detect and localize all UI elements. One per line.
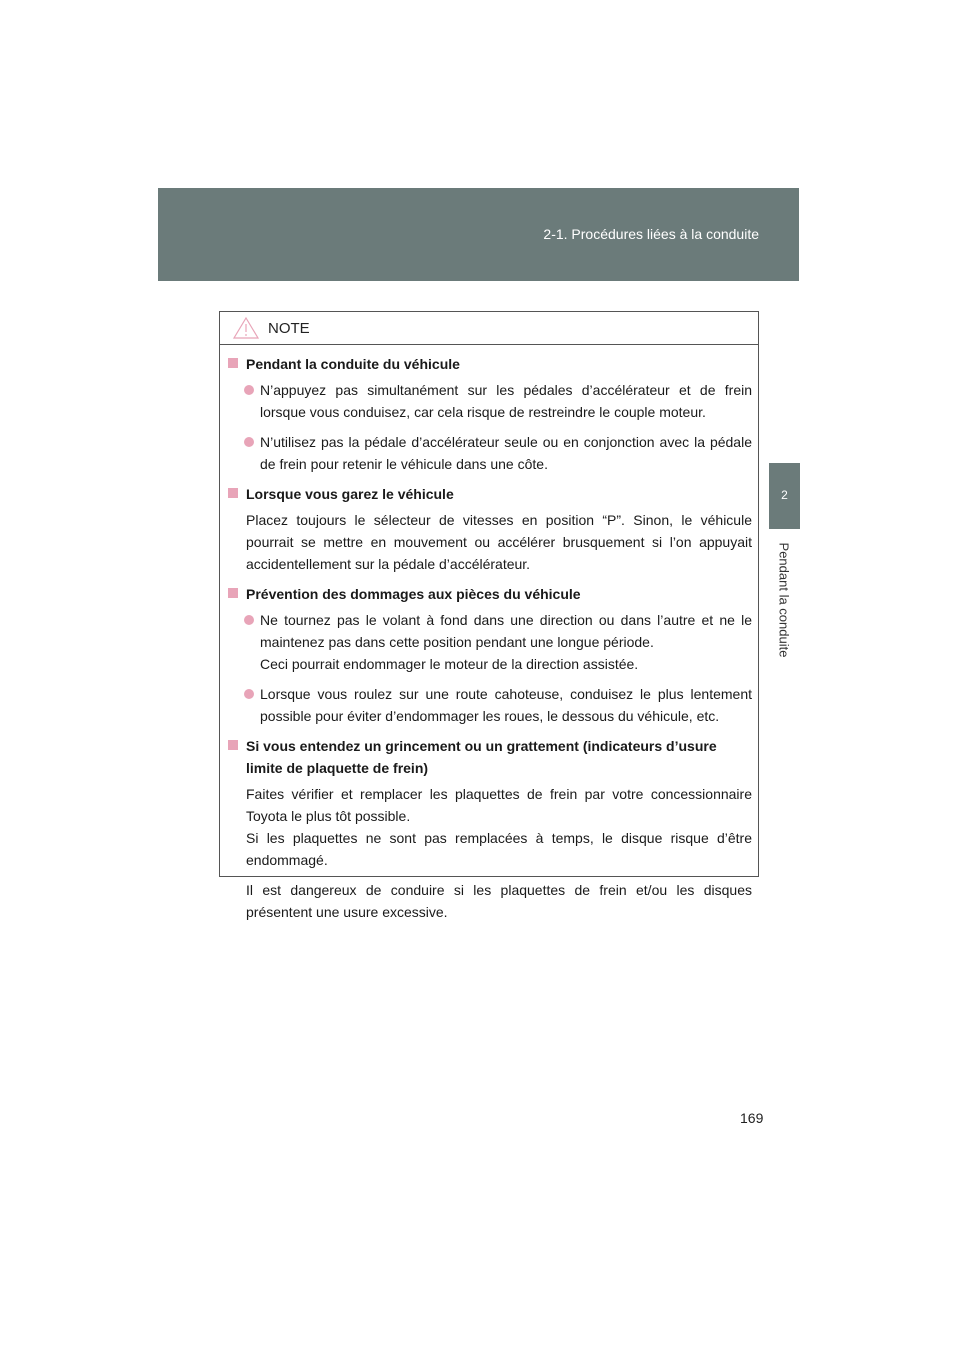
header-band xyxy=(158,188,799,281)
section-heading: Si vous entendez un grincement ou un grattement (indicateurs d’usure limite de plaquette de frein) xyxy=(228,735,752,779)
square-bullet-icon xyxy=(228,740,238,750)
list-item: N’utilisez pas la pédale d’accélérateur seule ou en conjonction avec la pédale de frein pour retenir le véhicule dans une côte. xyxy=(228,431,752,475)
section-title: 2-1. Procédures liées à la conduite xyxy=(543,226,759,242)
section-heading: Prévention des dommages aux pièces du véhicule xyxy=(228,583,752,605)
page-number: 169 xyxy=(740,1110,764,1126)
dot-bullet-icon xyxy=(244,385,254,395)
paragraph: Il est dangereux de conduire si les plaquettes de frein et/ou les disques présentent une usure excessive. xyxy=(246,882,752,920)
square-bullet-icon xyxy=(228,488,238,498)
note-header xyxy=(220,312,758,345)
paragraph: Placez toujours le sélecteur de vitesses en position “P”. Sinon, le véhicule pourrait se mettre en mouvement ou accélérer brusquement si l’on appuyait accidentellement sur la pédale d’accélérateur. xyxy=(246,512,752,572)
note-body xyxy=(220,345,758,923)
list-item: Lorsque vous roulez sur une route cahoteuse, conduisez le plus lentement possible pour éviter d’endommager les roues, le dessous du véhicule, etc. xyxy=(228,683,752,727)
section-heading: Pendant la conduite du véhicule xyxy=(228,353,752,375)
square-bullet-icon xyxy=(228,588,238,598)
section-heading: Lorsque vous garez le véhicule xyxy=(228,483,752,505)
note-box xyxy=(219,311,759,920)
chapter-label: Pendant la conduite xyxy=(776,542,792,658)
dot-bullet-icon xyxy=(244,689,254,699)
dot-bullet-icon xyxy=(244,615,254,625)
list-item: Ne tournez pas le volant à fond dans une direction ou dans l’autre et ne le maintenez pas dans cette position pendant une longue période. Ceci pourrait endommager le moteur de la direction assistée. xyxy=(228,609,752,675)
square-bullet-icon xyxy=(228,358,238,368)
chapter-tab: 2 xyxy=(769,463,800,529)
list-item: N’appuyez pas simultanément sur les pédales d’accélérateur et de frein lorsque vous conduisez, car cela risque de restreindre le couple moteur. xyxy=(228,379,752,423)
warning-icon xyxy=(232,316,260,340)
note-title: NOTE xyxy=(268,319,310,337)
dot-bullet-icon xyxy=(244,437,254,447)
paragraph: Faites vérifier et remplacer les plaquettes de frein par votre concessionnaire Toyota le plus tôt possible. Si les plaquettes ne sont pas remplacées à temps, le disque risque d’être endommagé. xyxy=(246,786,752,868)
